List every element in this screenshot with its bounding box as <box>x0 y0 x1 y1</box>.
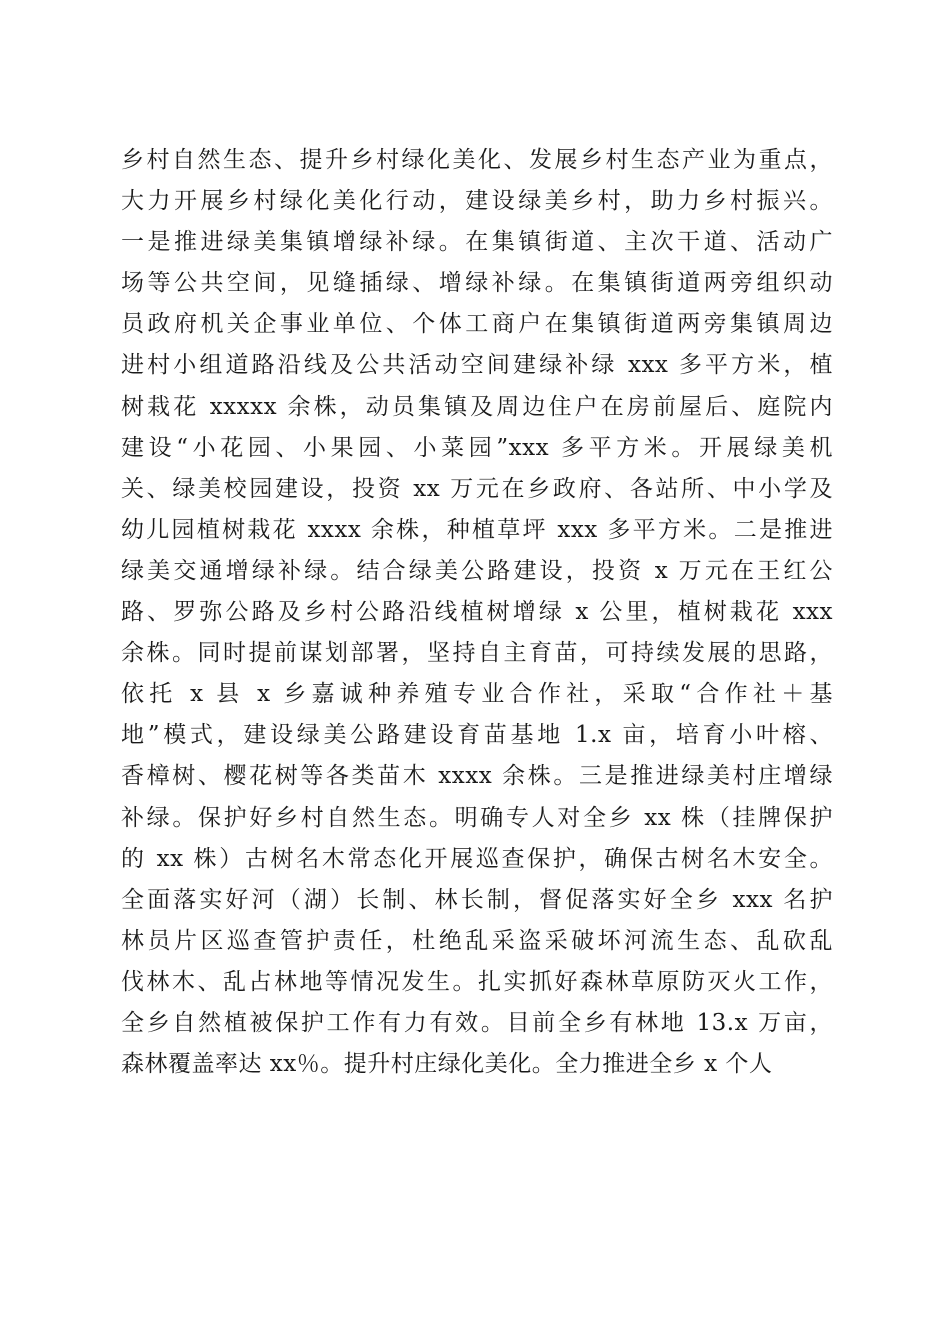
text-line-3: 一是推进绿美集镇增绿补绿。在集镇街道、主次干道、活动广 <box>121 229 833 256</box>
text-line-22: 全乡自然植被保护工作有力有效。目前全乡有林地 13.x 万亩， <box>121 1009 833 1036</box>
text-line-15: 地”模式，建设绿美公路建设育苗基地 1.x 亩，培育小叶榕、 <box>121 722 833 749</box>
text-line-10: 幼儿园植树栽花 xxxx 余株，种植草坪 xxx 多平方米。二是推进 <box>121 516 833 543</box>
text-line-8: 建设“小花园、小果园、小菜园”xxx 多平方米。开展绿美机 <box>121 434 833 461</box>
text-line-17: 补绿。保护好乡村自然生态。明确专人对全乡 xx 株（挂牌保护 <box>121 804 833 831</box>
text-line-23: 森林覆盖率达 xx％。提升村庄绿化美化。全力推进全乡 x 个人 <box>121 1051 773 1078</box>
text-line-21: 伐林木、乱占林地等情况发生。扎实抓好森林草原防灭火工作， <box>121 968 833 995</box>
text-line-6: 进村小组道路沿线及公共活动空间建绿补绿 xxx 多平方米，植 <box>121 352 833 379</box>
text-line-2: 大力开展乡村绿化美化行动，建设绿美乡村，助力乡村振兴。 <box>121 188 833 215</box>
text-line-16: 香樟树、樱花树等各类苗木 xxxx 余株。三是推进绿美村庄增绿 <box>121 763 833 790</box>
text-line-19: 全面落实好河（湖）长制、林长制，督促落实好全乡 xxx 名护 <box>121 886 833 913</box>
body-text <box>121 140 833 1085</box>
text-line-4: 场等公共空间，见缝插绿、增绿补绿。在集镇街道两旁组织动 <box>121 270 833 297</box>
text-line-14: 依托 x 县 x 乡嘉诚种养殖专业合作社，采取“合作社＋基 <box>121 681 833 708</box>
text-line-12: 路、罗弥公路及乡村公路沿线植树增绿 x 公里，植树栽花 xxx <box>121 599 833 626</box>
text-line-7: 树栽花 xxxxx 余株，动员集镇及周边住户在房前屋后、庭院内 <box>121 393 833 420</box>
text-line-5: 员政府机关企事业单位、个体工商户在集镇街道两旁集镇周边 <box>121 311 833 338</box>
text-line-18: 的 xx 株）古树名木常态化开展巡查保护，确保古树名木安全。 <box>121 845 833 872</box>
text-line-9: 关、绿美校园建设，投资 xx 万元在乡政府、各站所、中小学及 <box>121 475 833 502</box>
text-line-1: 乡村自然生态、提升乡村绿化美化、发展乡村生态产业为重点， <box>121 147 833 173</box>
text-line-20: 林员片区巡查管护责任，杜绝乱采盗采破坏河流生态、乱砍乱 <box>121 927 833 954</box>
text-line-13: 余株。同时提前谋划部署，坚持自主育苗，可持续发展的思路， <box>121 640 833 667</box>
text-line-11: 绿美交通增绿补绿。结合绿美公路建设，投资 x 万元在王红公 <box>121 557 833 584</box>
